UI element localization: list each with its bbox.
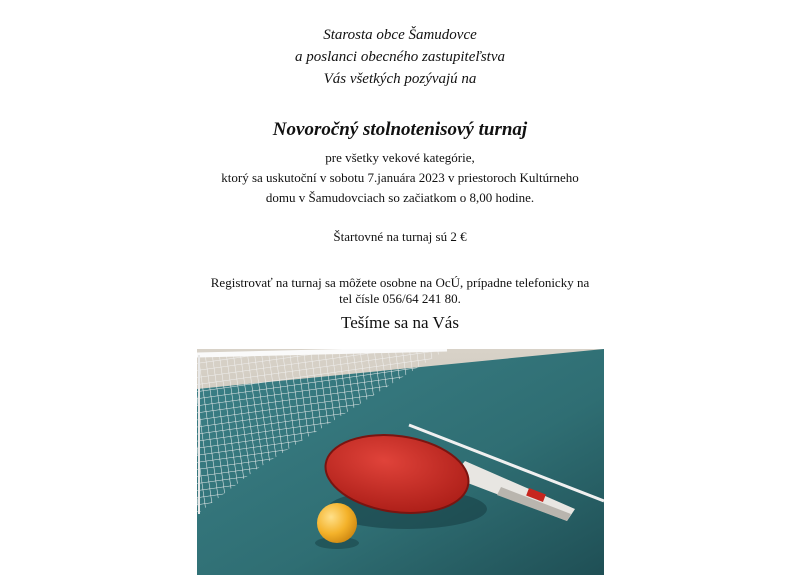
invitation-line-3: Vás všetkých pozývajú na — [323, 71, 477, 87]
registration-line-1: Registrovať na turnaj sa môžete osobne na OcÚ, prípadne telefonicky na — [210, 275, 590, 290]
table-tennis-illustration — [197, 349, 604, 575]
event-title: Novoročný stolnotenisový turnaj — [272, 119, 528, 140]
table-tennis-photo — [197, 349, 604, 575]
event-description-2: ktorý sa uskutoční v sobotu 7.januára 2023 v priestoroch Kultúrneho — [221, 170, 579, 185]
registration-line-2: tel čísle 056/64 241 80. — [339, 291, 461, 306]
event-description-1: pre všetky vekové kategórie, — [325, 150, 475, 165]
entry-fee: Štartovné na turnaj sú 2 € — [333, 229, 467, 244]
table-tennis-ball — [317, 503, 357, 543]
closing-text: Tešíme sa na Vás — [341, 313, 459, 332]
invitation-line-2: a poslanci obecného zastupiteľstva — [294, 49, 505, 65]
invitation-line-1: Starosta obce Šamudovce — [323, 27, 477, 43]
event-description-3: domu v Šamudovciach so začiatkom o 8,00 hodine. — [265, 190, 535, 205]
